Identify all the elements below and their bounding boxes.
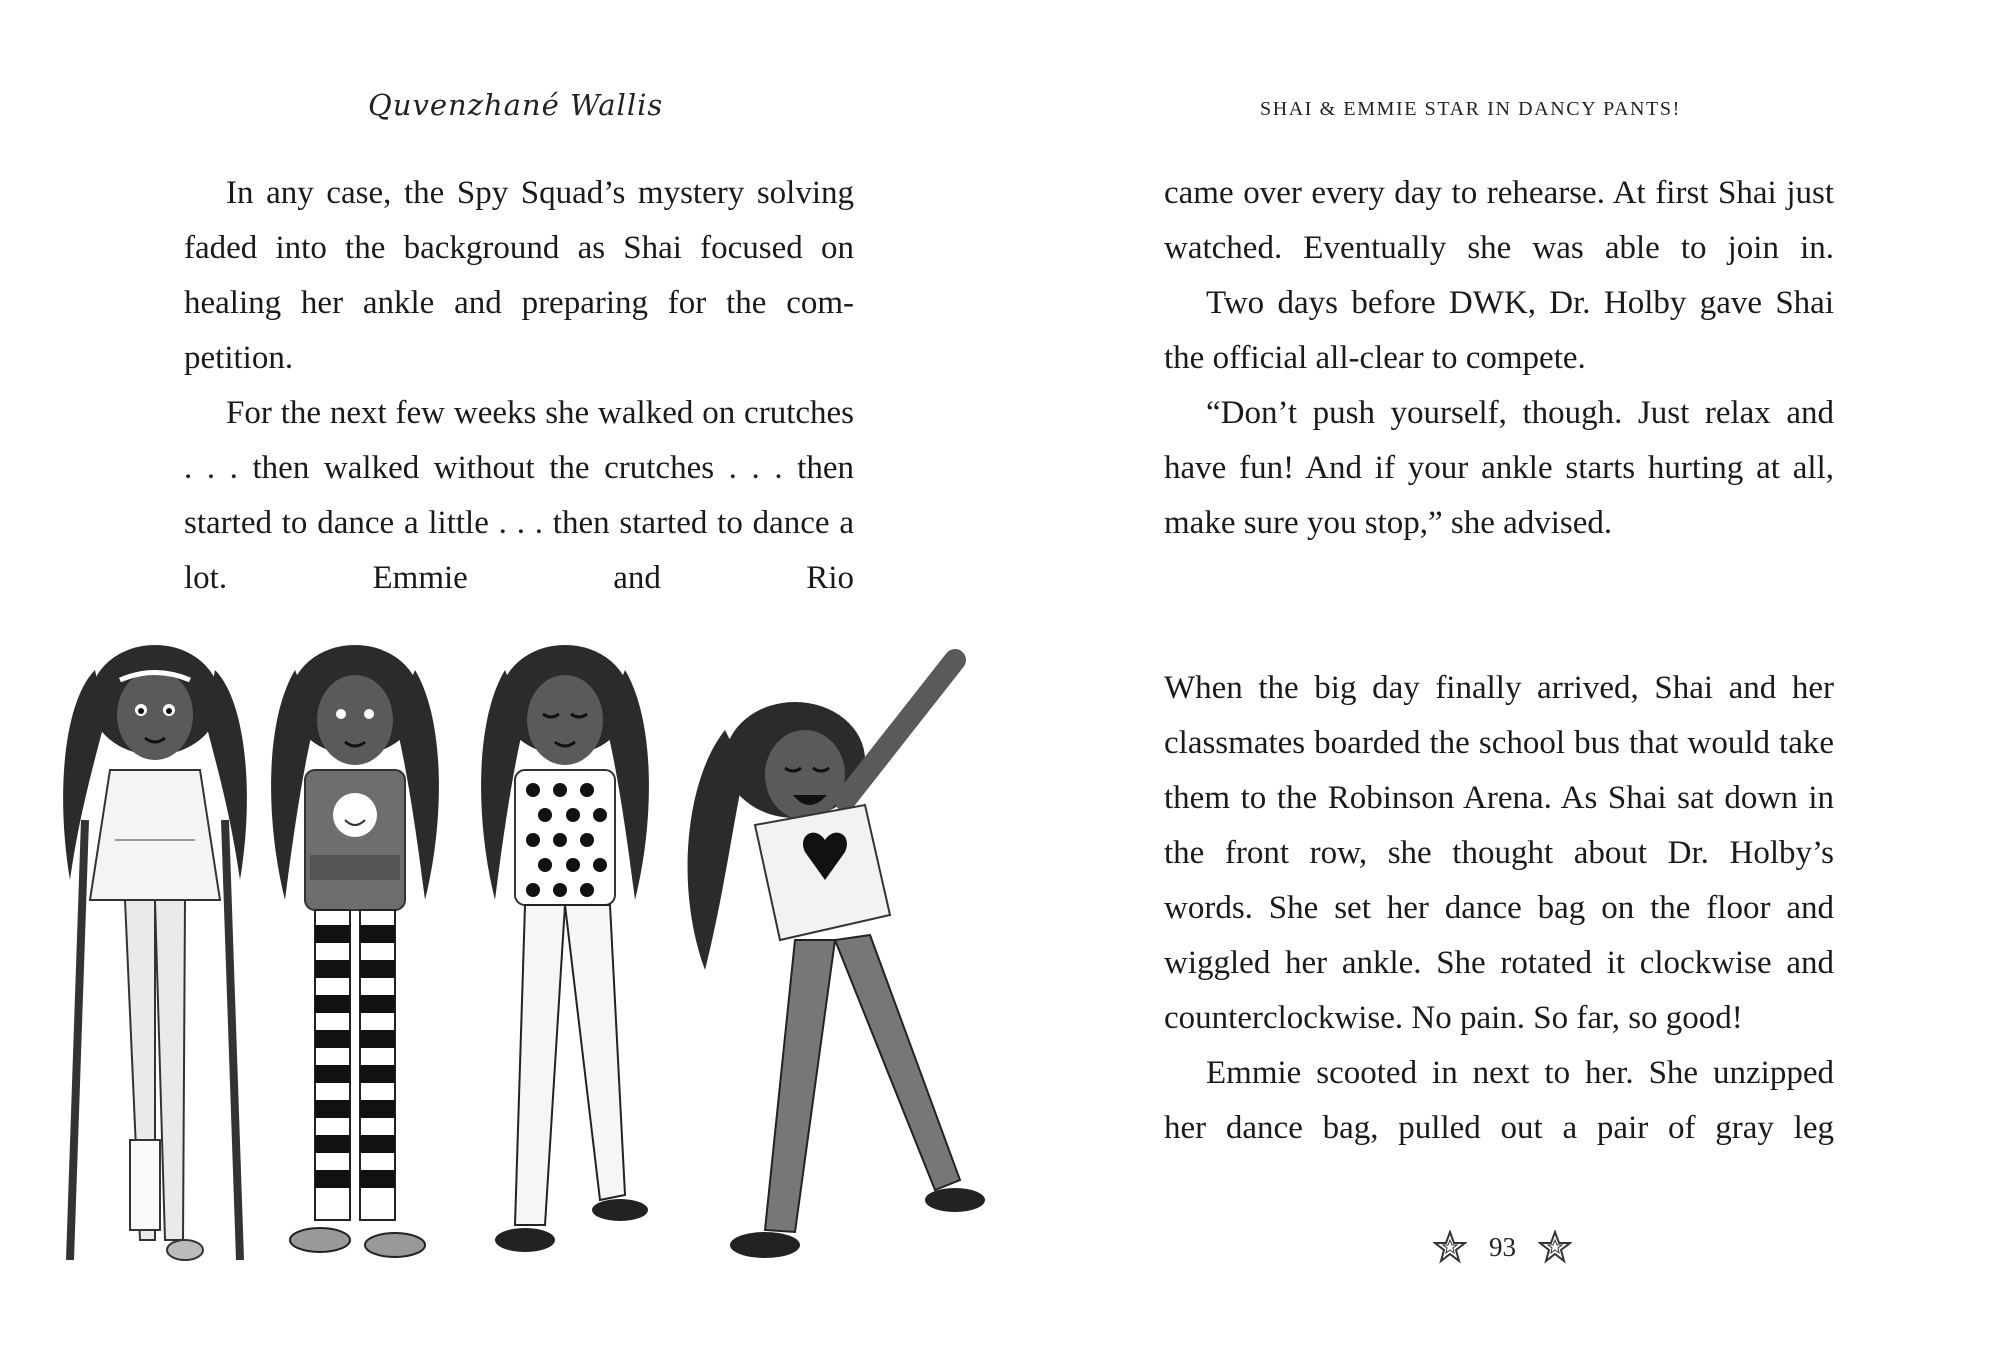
girl-arms-crossed [271,645,439,1257]
running-header-author: Quvenzhané Wallis [368,88,664,122]
paragraph: came over every day to rehearse. At first Shai just watched. Eventually she was able to join in. [1164,175,1834,266]
girl-dancing [688,660,985,1258]
illustration-four-girls [55,640,1055,1280]
girl-polka-dot-top [481,645,649,1252]
paragraph: “Don’t push yourself, though. Just relax and have fun! And if your ankle starts hurting at all, make sure you stop,” she advised. [1164,395,1834,541]
girl-on-crutches [63,645,247,1260]
star-icon [1433,1230,1467,1264]
right-page [1000,0,2000,1346]
paragraph: For the next few weeks she walked on crutches . . . then walked without the crutches . . . then started to dance a little . . . then started to dance a lot. Emmie and Rio [184,395,854,596]
page-footer [1433,1230,1572,1264]
right-body-text-bottom [1164,661,1834,1156]
left-body-text [184,166,854,606]
running-header-title: SHAI & EMMIE STAR IN DANCY PANTS! [1260,98,1681,120]
right-body-text-top [1164,166,1834,551]
paragraph: Emmie scooted in next to her. She unzipped her dance bag, pulled out a pair of gray leg [1164,1055,1834,1146]
page-number: 93 [1489,1231,1516,1262]
paragraph: In any case, the Spy Squad’s mystery solving faded into the background as Shai focused on healing her ankle and preparing for the com-petition. [184,175,854,376]
paragraph: When the big day finally arrived, Shai and her classmates boarded the school bus that would take them to the Robinson Arena. As Shai sat down in the front row, she thought about Dr. Holby’s words. She set her dance bag on the floor and wiggled her ankle. She rotated it clockwise and counterclockwise. No pain. So far, so good! [1164,670,1834,1036]
paragraph: Two days before DWK, Dr. Holby gave Shai the official all-clear to compete. [1164,285,1834,376]
star-icon [1538,1230,1572,1264]
